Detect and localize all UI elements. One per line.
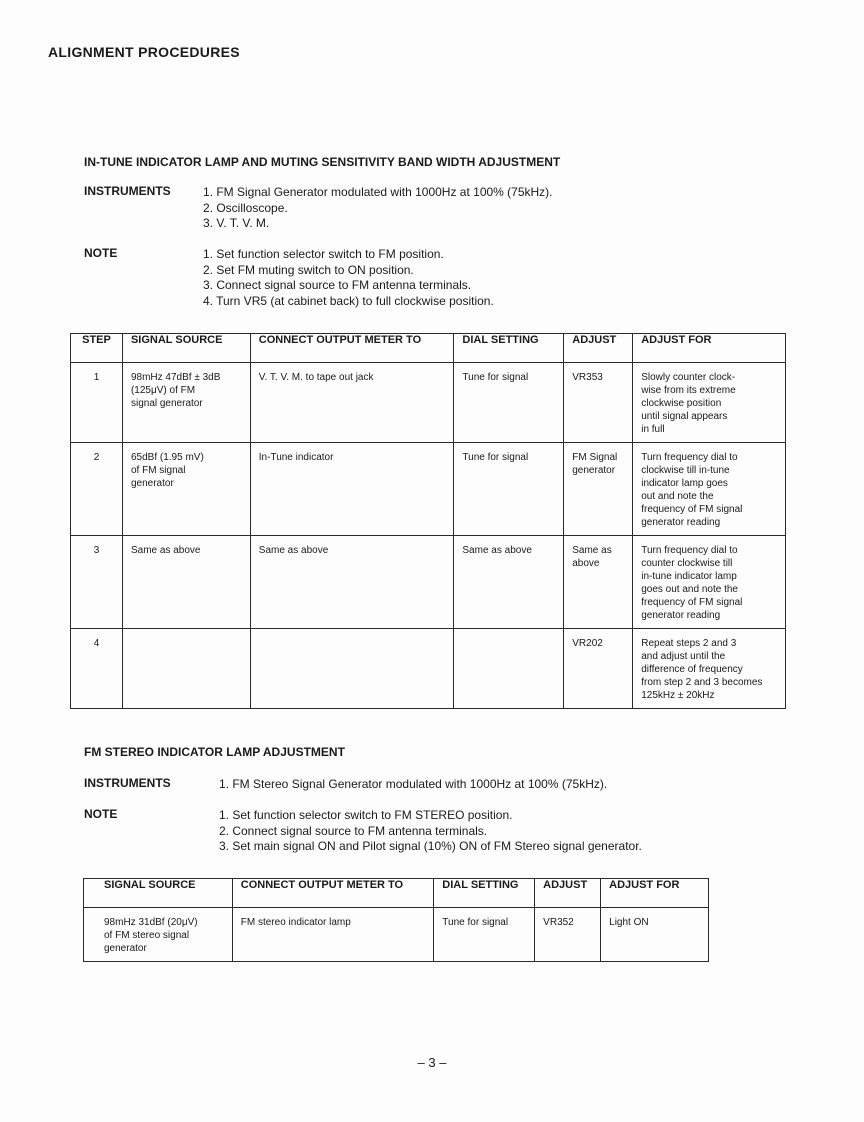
table-cell-adjust: VR352 (535, 908, 601, 962)
list-item: 1. FM Signal Generator modulated with 1000Hz at 100% (75kHz). (203, 185, 553, 199)
alignment-table (70, 333, 786, 709)
table-cell-meter: V. T. V. M. to tape out jack (250, 363, 454, 443)
list-item: 2. Connect signal source to FM antenna terminals. (219, 823, 488, 838)
table-cell-signal (122, 629, 250, 709)
table-cell-adjust-for: Slowly counter clock- wise from its extreme clockwise position until signal appears in full (633, 363, 786, 443)
column-header-signal-source: SIGNAL SOURCE (84, 879, 233, 908)
column-header-adjust: ADJUST (535, 879, 601, 908)
list-item: 3. Set main signal ON and Pilot signal (10%) ON of FM Stereo signal generator. (219, 839, 642, 853)
column-header-dial-setting: DIAL SETTING (434, 879, 535, 908)
table-cell-signal: Same as above (122, 536, 250, 629)
table-cell-meter: Same as above (250, 536, 454, 629)
column-header-step: STEP (71, 334, 123, 363)
table-cell-step: 1 (71, 363, 123, 443)
table-cell-dial: Same as above (454, 536, 564, 629)
stereo-indicator-table (83, 878, 709, 962)
table-cell-adjust: Same as above (564, 536, 633, 629)
table-cell-dial: Tune for signal (454, 443, 564, 536)
table-cell-signal: 65dBf (1.95 mV) of FM signal generator (122, 443, 250, 536)
section2-notes-list (219, 808, 642, 855)
page-title: ALIGNMENT PROCEDURES (48, 44, 240, 60)
list-item: 2. Set FM muting switch to ON position. (203, 262, 414, 277)
section1-instruments-label: INSTRUMENTS (84, 184, 171, 198)
table-cell-dial: Tune for signal (454, 363, 564, 443)
column-header-signal-source: SIGNAL SOURCE (122, 334, 250, 363)
table-cell-adjust: VR202 (564, 629, 633, 709)
list-item: 1. FM Stereo Signal Generator modulated with 1000Hz at 100% (75kHz). (219, 777, 608, 791)
column-header-adjust-for: ADJUST FOR (601, 879, 709, 908)
section1-instruments-list (203, 185, 553, 232)
column-header-adjust-for: ADJUST FOR (633, 334, 786, 363)
table-cell-adjust-for: Repeat steps 2 and 3 and adjust until the difference of frequency from step 2 and 3 becomes 125kHz ± 20kHz (633, 629, 786, 709)
list-item: 3. Connect signal source to FM antenna terminals. (203, 278, 472, 292)
list-item: 4. Turn VR5 (at cabinet back) to full clockwise position. (203, 293, 494, 308)
table-row (84, 908, 709, 962)
table-cell-step: 4 (71, 629, 123, 709)
table-cell-adjust-for: Turn frequency dial to clockwise till in-tune indicator lamp goes out and note the frequency of FM signal generator reading (633, 443, 786, 536)
table-cell-adjust: FM Signal generator (564, 443, 633, 536)
list-item: 1. Set function selector switch to FM position. (203, 247, 444, 261)
table-row (71, 629, 786, 709)
section2-instruments-label: INSTRUMENTS (84, 776, 171, 790)
column-header-adjust: ADJUST (564, 334, 633, 363)
section2-title: FM STEREO INDICATOR LAMP ADJUSTMENT (84, 745, 345, 759)
table-cell-adjust-for: Turn frequency dial to counter clockwise till in-tune indicator lamp goes out and note the frequency of FM signal generator reading (633, 536, 786, 629)
section2-note-label: NOTE (84, 807, 118, 821)
table-cell-step: 3 (71, 536, 123, 629)
table-cell-dial: Tune for signal (434, 908, 535, 962)
list-item: 1. Set function selector switch to FM STEREO position. (219, 808, 513, 822)
list-item: 2. Oscilloscope. (203, 200, 288, 215)
column-header-dial-setting: DIAL SETTING (454, 334, 564, 363)
table-header-row (71, 334, 786, 363)
section2-instruments-list (219, 777, 607, 793)
column-header-connect-output-meter: CONNECT OUTPUT METER TO (232, 879, 434, 908)
table-cell-meter: In-Tune indicator (250, 443, 454, 536)
table-cell-meter: FM stereo indicator lamp (232, 908, 434, 962)
table-cell-adjust: VR353 (564, 363, 633, 443)
table-row (71, 363, 786, 443)
table-cell-dial (454, 629, 564, 709)
table-cell-step: 2 (71, 443, 123, 536)
section1-notes-list (203, 247, 494, 309)
column-header-connect-output-meter: CONNECT OUTPUT METER TO (250, 334, 454, 363)
table-row (71, 443, 786, 536)
list-item: 3. V. T. V. M. (203, 216, 270, 230)
table-cell-signal: 98mHz 47dBf ± 3dB (125μV) of FM signal generator (122, 363, 250, 443)
table-row (71, 536, 786, 629)
table-cell-meter (250, 629, 454, 709)
table-cell-signal: 98mHz 31dBf (20μV) of FM stereo signal generator (84, 908, 233, 962)
table-header-row (84, 879, 709, 908)
section1-title: IN-TUNE INDICATOR LAMP AND MUTING SENSITIVITY BAND WIDTH ADJUSTMENT (84, 155, 561, 169)
section1-note-label: NOTE (84, 246, 118, 260)
page-number: – 3 – (417, 1055, 447, 1070)
table-cell-adjust-for: Light ON (601, 908, 709, 962)
